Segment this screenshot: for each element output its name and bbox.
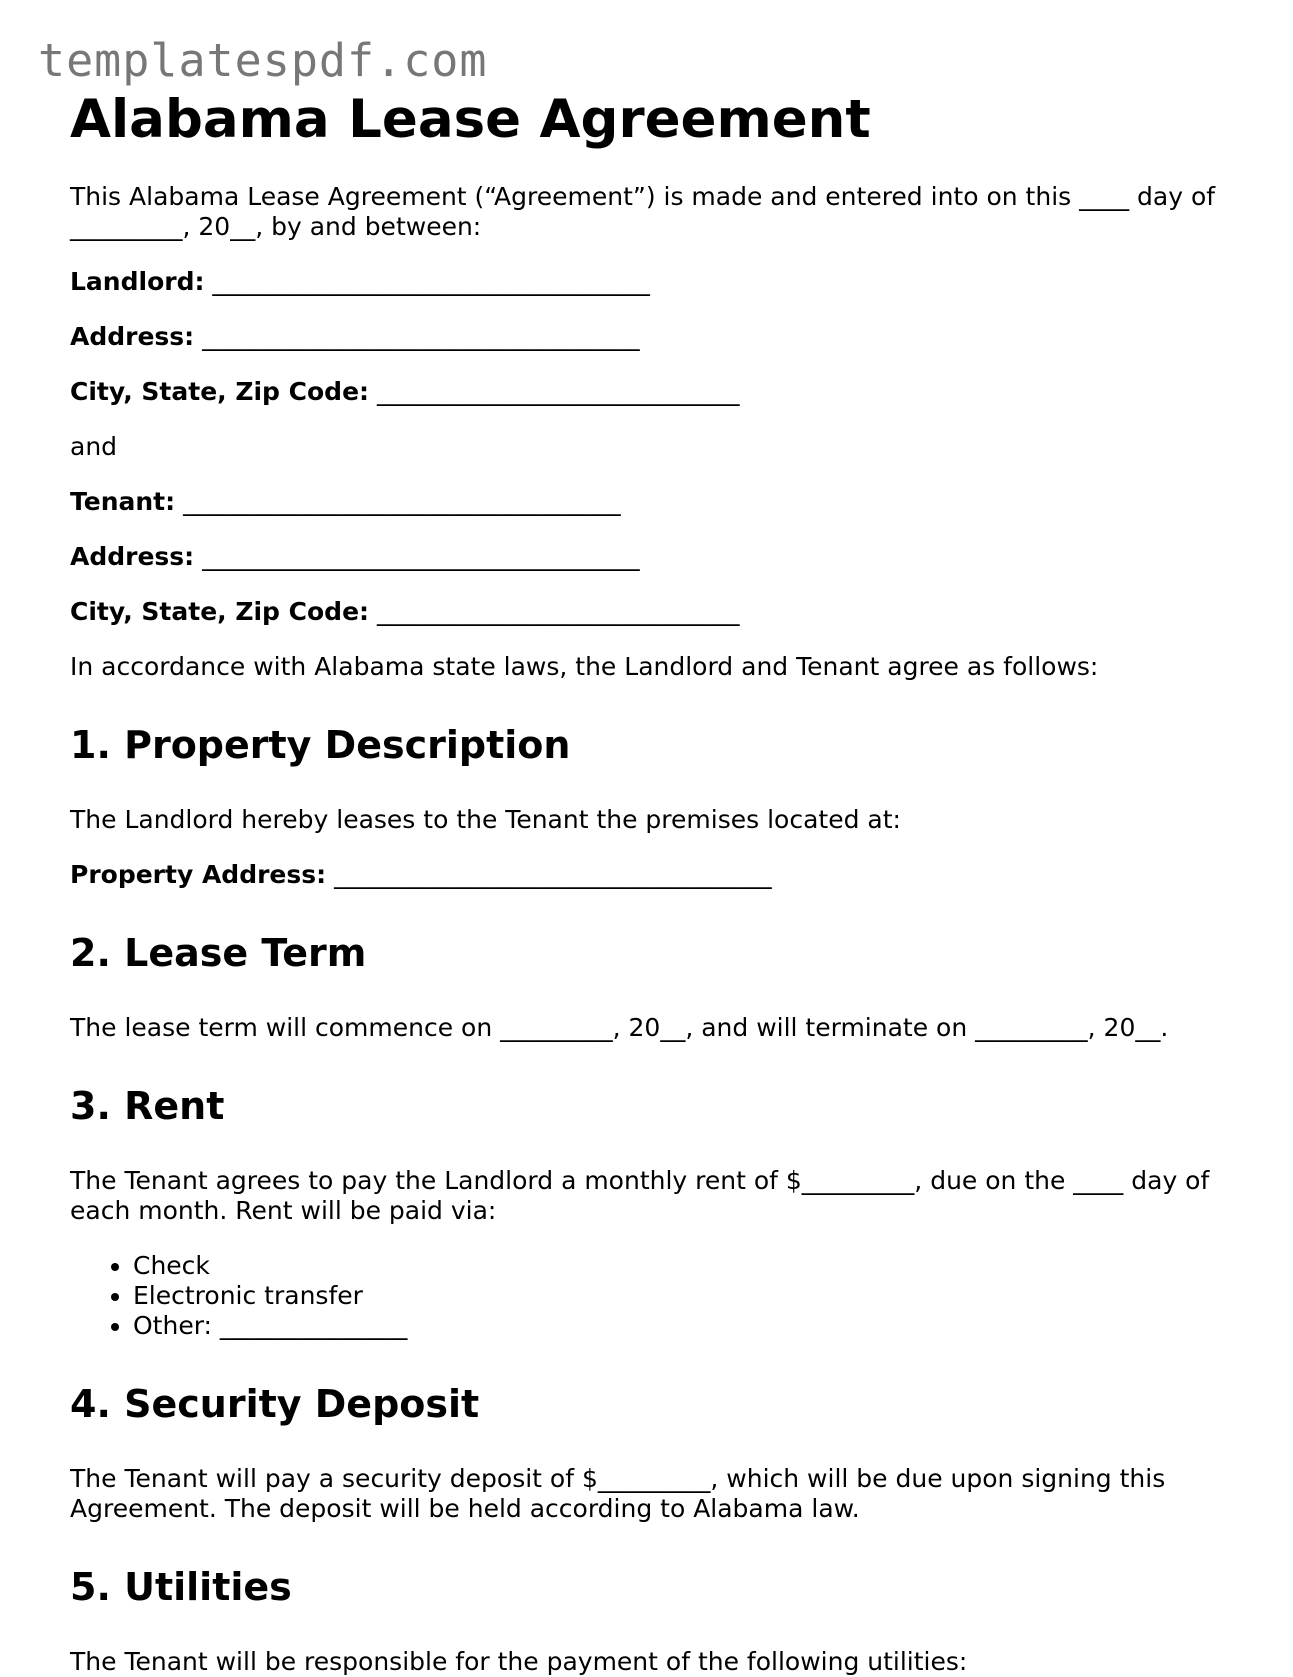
- landlord-city-field: [70, 377, 1220, 407]
- section-heading-property: 1. Property Description: [70, 723, 571, 767]
- landlord-address-field: [70, 322, 1220, 352]
- tenant-name-field: [70, 487, 1220, 517]
- landlord-name-blank: ___________________________________: [212, 267, 650, 296]
- property-paragraph: The Landlord hereby leases to the Tenant the premises located at:: [70, 805, 901, 834]
- intro-paragraph: This Alabama Lease Agreement (“Agreement”) is made and entered into on this ____ day of _________, 20__, by and between:: [70, 182, 1216, 241]
- payment-method-list: [70, 1251, 1220, 1341]
- list-item: • Electronic transfer: [133, 1281, 1220, 1311]
- accordance-paragraph: In accordance with Alabama state laws, the Landlord and Tenant agree as follows:: [70, 652, 1099, 681]
- landlord-address-label: Address:: [70, 322, 195, 351]
- security-deposit-paragraph: The Tenant will pay a security deposit of $_________, which will be due upon signing this Agreement. The deposit will be held according to Alabama law.: [70, 1464, 1166, 1523]
- property-address-field: [70, 860, 1220, 890]
- landlord-city-blank: _____________________________: [376, 377, 740, 406]
- property-address-blank: ___________________________________: [334, 860, 772, 889]
- document-page: [70, 88, 1220, 1677]
- tenant-address-label: Address:: [70, 542, 195, 571]
- tenant-name-blank: ___________________________________: [183, 487, 621, 516]
- and-text: and: [70, 432, 118, 461]
- watermark: templatespdf.com: [38, 34, 488, 87]
- landlord-city-label: City, State, Zip Code:: [70, 377, 370, 406]
- tenant-city-blank: _____________________________: [376, 597, 740, 626]
- landlord-address-blank: ___________________________________: [202, 322, 640, 351]
- page-title: Alabama Lease Agreement: [70, 89, 871, 150]
- tenant-name-label: Tenant:: [70, 487, 176, 516]
- list-item: • Check: [133, 1251, 1220, 1281]
- landlord-name-label: Landlord:: [70, 267, 205, 296]
- tenant-address-field: [70, 542, 1220, 572]
- property-address-label: Property Address:: [70, 860, 327, 889]
- tenant-city-field: [70, 597, 1220, 627]
- tenant-address-blank: ___________________________________: [202, 542, 640, 571]
- rent-paragraph: The Tenant agrees to pay the Landlord a monthly rent of $_________, due on the ____ day of each month. Rent will be paid via:: [70, 1166, 1210, 1225]
- section-heading-utilities: 5. Utilities: [70, 1565, 292, 1609]
- tenant-city-label: City, State, Zip Code:: [70, 597, 370, 626]
- landlord-name-field: [70, 267, 1220, 297]
- utilities-paragraph: The Tenant will be responsible for the payment of the following utilities:: [70, 1647, 968, 1676]
- section-heading-security-deposit: 4. Security Deposit: [70, 1382, 480, 1426]
- section-heading-lease-term: 2. Lease Term: [70, 931, 367, 975]
- list-item: • Other: _______________: [133, 1311, 1220, 1341]
- section-heading-rent: 3. Rent: [70, 1084, 225, 1128]
- lease-term-paragraph: The lease term will commence on _________, 20__, and will terminate on _________, 20__.: [70, 1013, 1169, 1042]
